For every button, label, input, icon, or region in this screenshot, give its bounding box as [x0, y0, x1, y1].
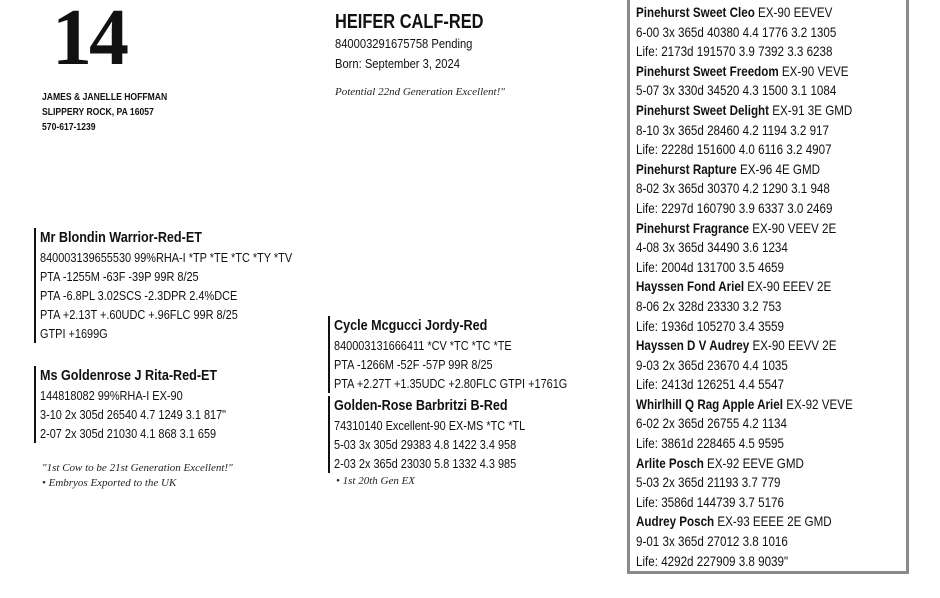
maternal-dam-classification: EX-90 EEEV 2E: [744, 278, 832, 295]
animal-id: 840003291675758 Pending: [335, 36, 473, 51]
maternal-dam-heading: [636, 454, 853, 474]
sire-of-dam-line: PTA -1266M -52F -57P 99R 8/25: [334, 357, 493, 372]
maternal-dam-name: Pinehurst Sweet Cleo: [636, 4, 755, 20]
sire-line: PTA +2.13T +.60UDC +.96FLC 99R 8/25: [40, 307, 238, 322]
granddam-line: 5-03 3x 305d 29383 4.8 1422 3.4 958: [334, 437, 517, 452]
maternal-dam-record: 8-10 3x 365d 28460 4.2 1194 3.2 917: [636, 121, 829, 138]
maternal-dam-lifetime: Life: 3861d 228465 4.5 9595: [636, 435, 784, 452]
maternal-dam-record: 6-00 3x 365d 40380 4.4 1776 3.2 1305: [636, 23, 837, 40]
dam-block: [34, 366, 261, 443]
maternal-dam-name: Hayssen Fond Ariel: [636, 278, 745, 295]
maternal-dam-record: 5-07 3x 330d 34520 4.3 1500 3.1 1084: [636, 82, 837, 99]
maternal-dam-name: Pinehurst Sweet Freedom: [636, 62, 779, 79]
maternal-dam-classification: EX-92 EEVE GMD: [703, 454, 804, 471]
maternal-dam-heading: [636, 277, 853, 297]
granddam-block: [328, 396, 562, 473]
dam-name: Ms Goldenrose J Rita-Red-ET: [40, 367, 218, 384]
maternal-dam-record: 4-08 3x 365d 34490 3.6 1234: [636, 239, 788, 256]
dam-line: 144818082 99%RHA-I EX-90: [40, 388, 183, 403]
sire-name: Mr Blondin Warrior-Red-ET: [40, 229, 202, 246]
animal-title: HEIFER CALF-RED: [335, 11, 484, 33]
maternal-dam-record: 9-01 3x 365d 27012 3.8 1016: [636, 533, 788, 550]
sire-of-dam-name: Cycle Mcgucci Jordy-Red: [334, 317, 488, 334]
maternal-dam-classification: EX-91 3E GMD: [769, 101, 853, 118]
dam-line: 3-10 2x 305d 26540 4.7 1249 3.1 817": [40, 407, 227, 422]
granddam-name: Golden-Rose Barbritzi B-Red: [334, 397, 508, 414]
maternal-dam-record: 8-06 2x 328d 23330 3.2 753: [636, 297, 782, 314]
maternal-dam-classification: EX-90 EEVV 2E: [749, 337, 837, 354]
maternal-dam-lifetime: Life: 2228d 151600 4.0 6116 3.2 4907: [636, 141, 832, 158]
maternal-dam-name: Pinehurst Fragrance: [636, 219, 750, 236]
granddam-line: 2-03 2x 365d 23030 5.8 1332 4.3 985: [334, 456, 517, 471]
maternal-dam-classification: EX-93 EEEE 2E GMD: [714, 513, 832, 530]
maternal-dam-name: Pinehurst Sweet Delight: [636, 101, 770, 118]
consignor-phone: 570-617-1239: [42, 122, 96, 133]
animal-tagline: Potential 22nd Generation Excellent!": [335, 86, 505, 98]
maternal-dam-name: Hayssen D V Audrey: [636, 337, 750, 354]
maternal-line-box: [627, 0, 909, 574]
maternal-dam-classification: EX-90 VEEV 2E: [749, 219, 837, 236]
consignor-city: SLIPPERY ROCK, PA 16057: [42, 107, 154, 118]
sire-of-dam-line: 840003131666411 *CV *TC *TC *TE: [334, 338, 512, 353]
maternal-dam-name: Audrey Posch: [636, 513, 715, 530]
maternal-dam-classification: EX-92 VEVE: [782, 395, 853, 412]
maternal-dam-lifetime: Life: 2173d 191570 3.9 7392 3.3 6238: [636, 43, 833, 60]
maternal-dam-lifetime: Life: 2004d 131700 3.5 4659: [636, 258, 784, 275]
maternal-dam-record: 5-03 2x 365d 21193 3.7 779: [636, 474, 781, 491]
consignor-names: JAMES & JANELLE HOFFMAN: [42, 92, 168, 103]
maternal-dam-lifetime: Life: 2297d 160790 3.9 6337 3.0 2469: [636, 199, 833, 216]
sire-block: [34, 228, 340, 343]
granddam-note: • 1st 20th Gen EX: [336, 475, 416, 487]
maternal-dam-record: 8-02 3x 365d 30370 4.2 1290 3.1 948: [636, 180, 830, 197]
maternal-dam-heading: [636, 219, 853, 239]
maternal-dam-classification: EX-90 VEVE: [778, 62, 849, 79]
dam-note: • Embryos Exported to the UK: [42, 477, 177, 489]
maternal-dam-name: Pinehurst Rapture: [636, 160, 737, 177]
maternal-dam-record: 6-02 2x 365d 26755 4.2 1134: [636, 415, 787, 432]
consignor-info: [42, 90, 167, 135]
sire-line: PTA -1255M -63F -39P 99R 8/25: [40, 269, 199, 284]
sire-of-dam-line: PTA +2.27T +1.35UDC +2.80FLC GTPI +1761G: [334, 376, 568, 391]
maternal-dam-heading: [636, 512, 853, 532]
maternal-dam-name: Arlite Posch: [636, 454, 704, 471]
maternal-dam-lifetime: Life: 2413d 126251 4.4 5547: [636, 376, 784, 393]
maternal-dam-heading: [636, 3, 853, 23]
maternal-dam-heading: [636, 62, 853, 82]
animal-born: Born: September 3, 2024: [335, 56, 460, 71]
sire-line: GTPI +1699G: [40, 326, 108, 341]
granddam-line: 74310140 Excellent-90 EX-MS *TC *TL: [334, 418, 526, 433]
sire-of-dam-block: [328, 316, 612, 393]
maternal-dam-classification: EX-90 EEVEV: [754, 4, 833, 20]
maternal-dam-classification: EX-96 4E GMD: [736, 160, 821, 177]
sire-line: 840003139655530 99%RHA-I *TP *TE *TC *TY *TV: [40, 250, 293, 265]
maternal-dam-heading: [636, 160, 853, 180]
maternal-dam-name: Whirlhill Q Rag Apple Ariel: [636, 395, 783, 412]
maternal-line-list: [636, 3, 853, 571]
animal-header: [335, 10, 516, 98]
dam-note: "1st Cow to be 21st Generation Excellent!": [42, 462, 233, 474]
maternal-dam-lifetime: Life: 4292d 227909 3.8 9039": [636, 552, 789, 569]
maternal-dam-lifetime: Life: 3586d 144739 3.7 5176: [636, 493, 784, 510]
dam-line: 2-07 2x 305d 21030 4.1 868 3.1 659: [40, 426, 217, 441]
maternal-dam-record: 9-03 2x 365d 23670 4.4 1035: [636, 356, 788, 373]
maternal-dam-heading: [636, 395, 853, 415]
maternal-dam-heading: [636, 336, 853, 356]
lot-number: 14: [52, 0, 126, 82]
maternal-dam-lifetime: Life: 1936d 105270 3.4 3559: [636, 317, 784, 334]
sire-line: PTA -6.8PL 3.02SCS -2.3DPR 2.4%DCE: [40, 288, 238, 303]
maternal-dam-heading: [636, 101, 853, 121]
dam-notes: [42, 461, 233, 491]
